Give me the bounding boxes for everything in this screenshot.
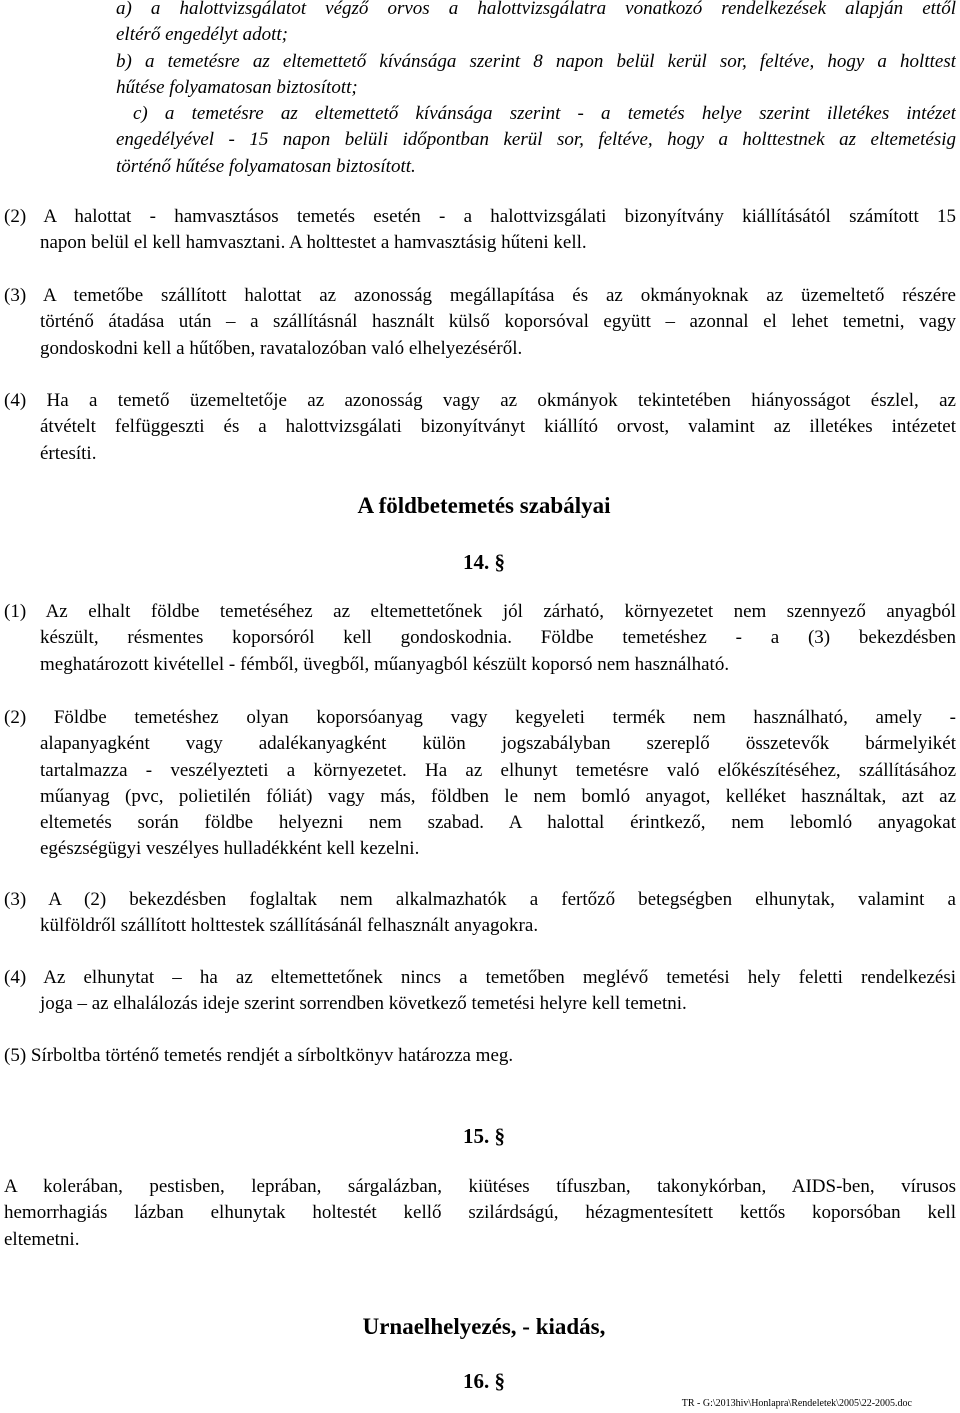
section-number-15: 15. § <box>463 1124 505 1148</box>
p15-line3: eltemetni. <box>4 1228 80 1250</box>
p14-3-line1: (3) A (2) bekezdésben foglaltak nem alkalmazhatók a fertőző betegségben elhunytak, valamint a <box>4 889 956 910</box>
item-b-line1: b) a temetésre az eltemettető kívánsága szerint 8 napon belül kerül sor, feltéve, hogy a holttest <box>116 50 956 72</box>
p13-3-line3: gondoskodni kell a hűtőben, ravatalozóban való elhelyezéséről. <box>40 337 523 359</box>
paragraph-15 <box>4 1174 956 1253</box>
p15-line2: hemorrhagiás lázban elhunytak holtestét kellő szilárdságú, hézagmentesített kettős koporsóban kell <box>4 1202 956 1224</box>
paragraph-13-3 <box>4 283 956 362</box>
section-heading-burial: A földbetemetés szabályai <box>357 493 611 518</box>
paragraph-14-4 <box>4 965 956 1018</box>
footer-file-path: TR - G:\2013hiv\Honlapra\Rendeletek\2005\22-2005.doc <box>681 1398 912 1409</box>
p14-2-line2: alapanyagként vagy adalékanyagként külön jogszabályban szereplő összetevők bármelyikét <box>40 733 956 755</box>
p14-2-line3: tartalmazza - veszélyezteti a környezetet. Ha az elhunyt temetésre való előkészítéséhez, szállításához <box>40 759 956 781</box>
p13-4-line3: értesíti. <box>40 442 97 464</box>
p13-2-line2: napon belül el kell hamvasztani. A holttestet a hamvasztásig hűteni kell. <box>40 232 587 254</box>
paragraph-13-2 <box>4 204 956 257</box>
item-c-line3: történő hűtése folyamatosan biztosított. <box>116 155 416 177</box>
paragraph-14-1 <box>4 599 956 678</box>
section-heading-urn: Urnaelhelyezés, - kiadás, <box>362 1314 606 1339</box>
p15-line1: A kolerában, pestisben, leprában, sárgalázban, kiütéses tífuszban, takonykórban, AIDS-ben, vírusos <box>4 1176 956 1197</box>
p14-2-line4: műanyag (pvc, polietilén fóliát) vagy más, földben le nem bomló anyagot, kelléket használtak, azt az <box>40 785 956 807</box>
p14-1-line2: készült, résmentes koporsóról kell gondoskodnia. Földbe temetéshez - a (3) bekezdésben <box>40 627 956 649</box>
item-c-line2: engedélyével - 15 napon belüli időpontban kerül sor, feltéve, hogy a holttestnek az eltemetésig <box>116 129 956 151</box>
p13-3-line1: (3) A temetőbe szállított halottat az azonosság megállapítása és az okmányoknak az üzemeltető részére <box>4 285 956 306</box>
p14-1-line1: (1) Az elhalt földbe temetéséhez az eltemettetőnek jól zárható, környezetet nem szennyező anyagból <box>4 601 956 622</box>
p14-2-line6: egészségügyi veszélyes hulladékként kell kezelni. <box>40 838 420 860</box>
p13-3-line2: történő átadása után – a szállításnál használt külső koporsóval együtt – azonnal el lehet temetni, vagy <box>40 311 956 333</box>
p14-5-line1: (5) Sírboltba történő temetés rendjét a sírboltkönyv határozza meg. <box>4 1045 514 1066</box>
paragraph-14-2 <box>4 705 956 863</box>
section-number-14: 14. § <box>463 550 505 574</box>
p14-4-line1: (4) Az elhunytat – ha az eltemettetőnek nincs a temetőben meglévő temetési hely feletti rendelkezési <box>4 967 956 988</box>
p14-2-line1: (2) Földbe temetéshez olyan koporsóanyag vagy kegyeleti termék nem használható, amely - <box>4 707 956 728</box>
item-b-line2: hűtése folyamatosan biztosított; <box>116 76 358 98</box>
section-number-16: 16. § <box>463 1369 505 1393</box>
p14-2-line5: eltemetés során földbe helyezni nem szabad. A halottal érintkező, nem lebomló anyagokat <box>40 812 956 834</box>
p14-4-line2: joga – az elhalálozás ideje szerint sorrendben következő temetési helyre kell temetni. <box>40 993 687 1015</box>
p13-4-line1: (4) Ha a temető üzemeltetője az azonosság vagy az okmányok tekintetében hiányosságot észlel, az <box>4 390 956 411</box>
p14-1-line3: meghatározott kivétellel - fémből, üvegből, műanyagból készült koporsó nem használható. <box>40 653 730 675</box>
item-a-line1: a) a halottvizsgálatot végző orvos a halottvizsgálatra vonatkozó rendelkezések alapján ettől <box>116 0 956 19</box>
fragment-items <box>116 0 956 180</box>
item-c-line1: c) a temetésre az eltemettető kívánsága szerint - a temetés helye szerint illetékes intézet <box>133 103 956 125</box>
paragraph-13-4 <box>4 388 956 467</box>
p13-4-line2: átvételt felfüggeszti és a halottvizsgálati bizonyítványt kiállító orvost, valamint az illetékes intézetet <box>40 416 956 438</box>
item-a-line2: eltérő engedélyt adott; <box>116 24 288 46</box>
p13-2-line1: (2) A halottat - hamvasztásos temetés esetén - a halottvizsgálati bizonyítvány kiállításától számított 15 <box>4 206 956 227</box>
p14-3-line2: külföldről szállított holttestek szállításánál felhasznált anyagokra. <box>40 915 539 937</box>
paragraph-14-5 <box>4 1043 956 1069</box>
paragraph-14-3 <box>4 887 956 940</box>
